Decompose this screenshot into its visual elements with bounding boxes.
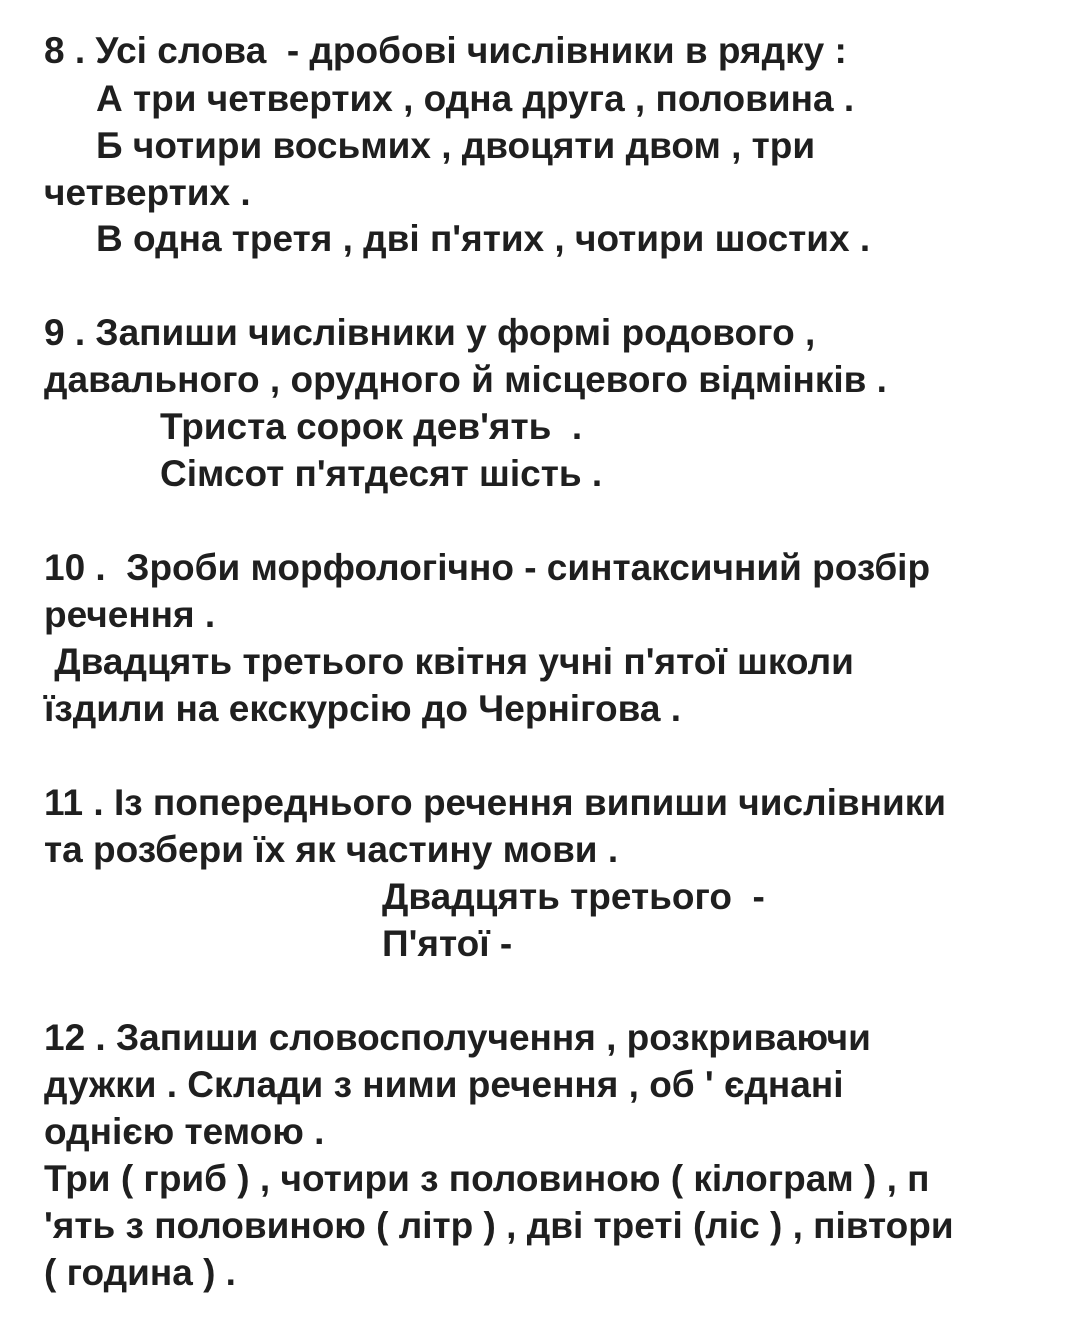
task-9-numeral-2: Сімсот п'ятдесят шість .	[160, 453, 603, 494]
task-11-title: 11 . Із попереднього речення випиши числівники	[44, 782, 946, 823]
task-10-sentence-continued: їздили на екскурсію до Чернігова .	[44, 688, 681, 729]
task-12-phrases: Три ( гриб ) , чотири з половиною ( кілограм ) , п	[44, 1158, 930, 1199]
task-8-title: 8 . Усі слова - дробові числівники в рядку :	[44, 30, 847, 71]
task-9-title-continued: давального , орудного й місцевого відмінків .	[44, 359, 887, 400]
task-12-title-end: однією темою .	[44, 1111, 325, 1152]
task-11-numeral-1: Двадцять третього -	[382, 876, 765, 917]
task-12-phrases-continued: 'ять з половиною ( літр ) , дві треті (ліс ) , півтори	[44, 1205, 954, 1246]
task-12-title: 12 . Запиши словосполучення , розкриваючи	[44, 1017, 871, 1058]
task-8-option-a: А три четвертих , одна друга , половина .	[96, 78, 855, 119]
task-12-phrases-end: ( година ) .	[44, 1252, 236, 1293]
task-8-option-c: В одна третя , дві п'ятих , чотири шостих .	[96, 218, 871, 259]
task-8-option-b: Б чотири восьмих , двоцяти двом , три	[96, 125, 816, 166]
task-10-title-continued: речення .	[44, 594, 216, 635]
task-9-numeral-1: Триста сорок дев'ять .	[160, 406, 583, 447]
task-10-sentence: Двадцять третього квітня учні п'ятої школи	[44, 641, 854, 682]
task-11-numeral-2: П'ятої -	[382, 923, 513, 964]
task-8-option-b-continued: четвертих .	[44, 172, 251, 213]
task-11-title-continued: та розбери їх як частину мови .	[44, 829, 619, 870]
task-12-title-continued: дужки . Склади з ними речення , об ' єднані	[44, 1064, 844, 1105]
task-10-title: 10 . Зроби морфологічно - синтаксичний розбір	[44, 547, 931, 588]
task-9-title: 9 . Запиши числівники у формі родового ,	[44, 312, 816, 353]
